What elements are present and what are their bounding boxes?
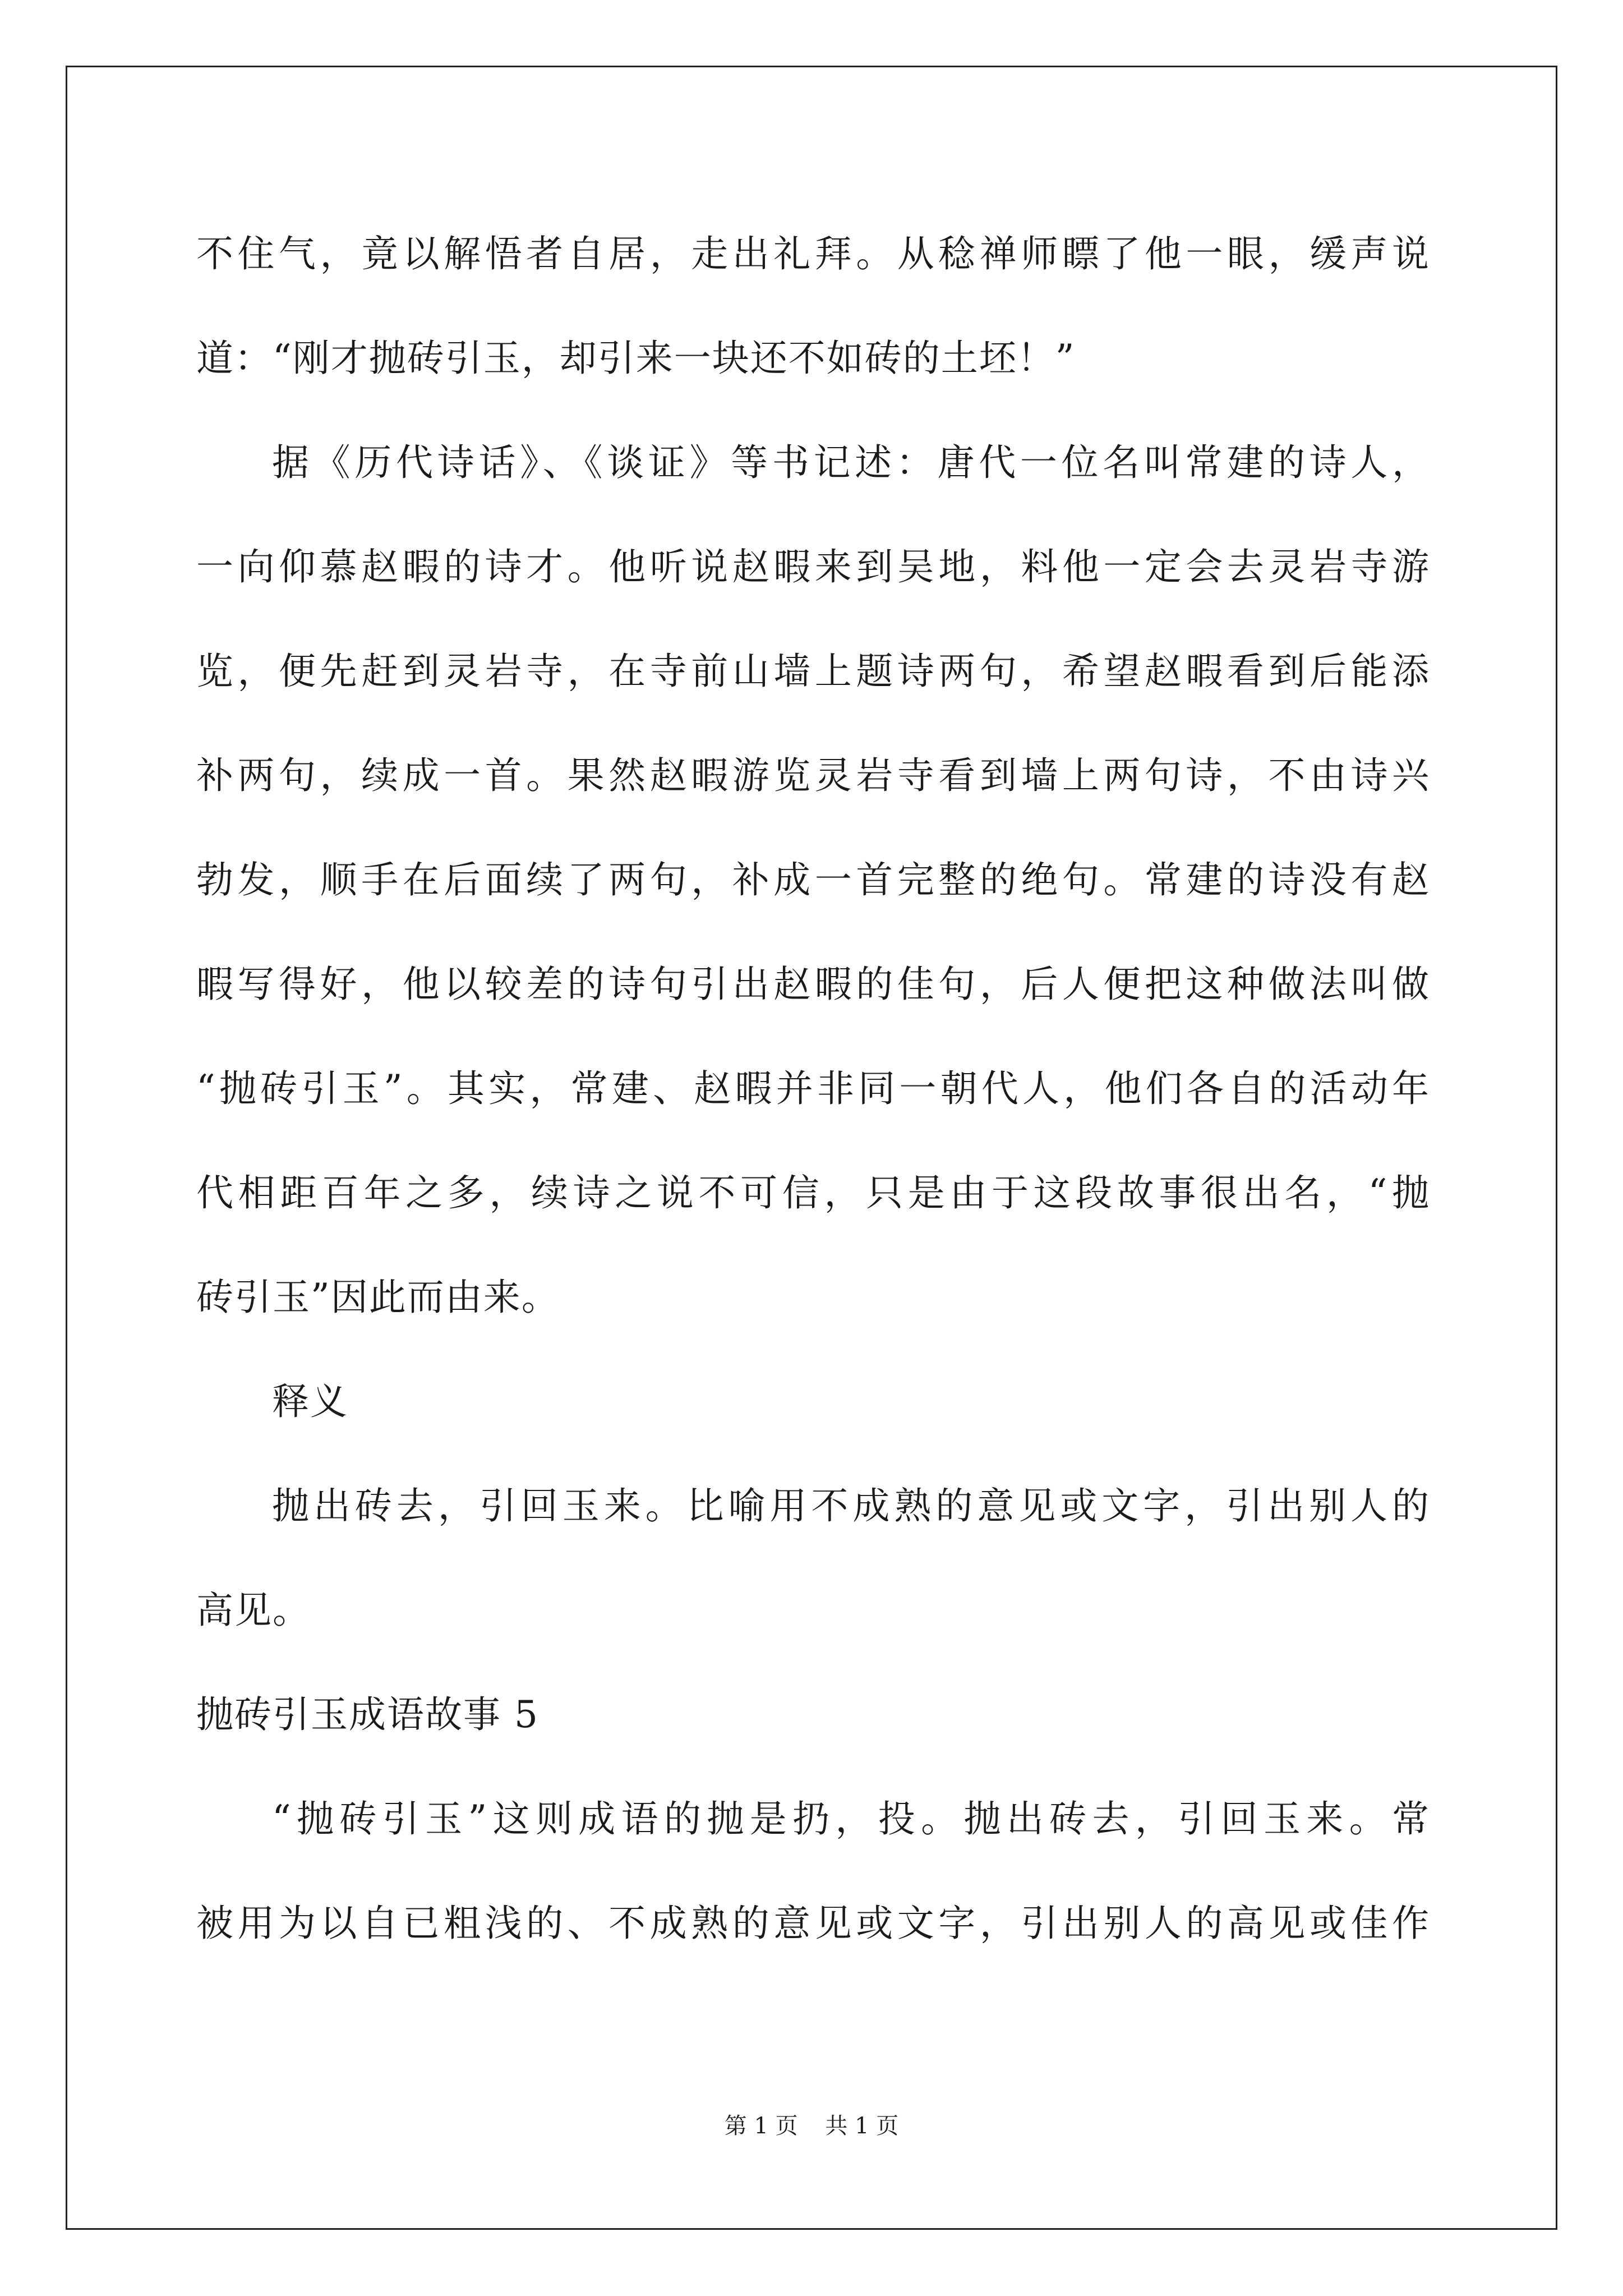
text-line: 一向仰慕赵暇的诗才。他听说赵暇来到吴地，料他一定会去灵岩寺游: [196, 545, 1430, 588]
text-line: 暇写得好，他以较差的诗句引出赵暇的佳句，后人便把这种做法叫做: [196, 963, 1430, 1006]
text-line: 高见。: [196, 1589, 311, 1632]
text-line: 补两句，续成一首。果然赵暇游览灵岩寺看到墙上两句诗，不由诗兴: [196, 754, 1430, 797]
page-number: 第 1 页: [724, 2113, 798, 2139]
text-line: 不住气，竟以解悟者自居，走出礼拜。从稔禅师瞟了他一眼，缓声说: [196, 232, 1430, 275]
text-line: 抛出砖去，引回玉来。比喻用不成熟的意见或文字，引出别人的: [272, 1484, 1430, 1527]
text-line: 勃发，顺手在后面续了两句，补成一首完整的绝句。常建的诗没有赵: [196, 858, 1430, 901]
text-line: 道：“刚才抛砖引玉，却引来一块还不如砖的土坯！”: [196, 337, 1076, 380]
text-line: 代相距百年之多，续诗之说不可信，只是由于这段故事很出名，“抛: [196, 1171, 1430, 1214]
text-line: 砖引玉”因此而由来。: [196, 1276, 560, 1319]
text-line: 据《历代诗话》、《谈证》等书记述：唐代一位名叫常建的诗人，: [272, 441, 1430, 484]
text-line: “抛砖引玉”这则成语的抛是扔，投。抛出砖去，引回玉来。常: [272, 1797, 1430, 1841]
section-heading: 释义: [272, 1380, 348, 1423]
page-footer: [0, 2109, 1623, 2143]
story-title: 抛砖引玉成语故事 5: [196, 1693, 539, 1736]
page-total: 共 1 页: [825, 2113, 899, 2139]
text-line: “抛砖引玉”。其实，常建、赵暇并非同一朝代人，他们各自的活动年: [196, 1067, 1430, 1110]
text-line: 览，便先赶到灵岩寺，在寺前山墙上题诗两句，希望赵暇看到后能添: [196, 650, 1430, 693]
document-body: [196, 202, 1430, 1976]
text-line: 被用为以自已粗浅的、不成熟的意见或文字，引出别人的高见或佳作: [196, 1902, 1430, 1945]
